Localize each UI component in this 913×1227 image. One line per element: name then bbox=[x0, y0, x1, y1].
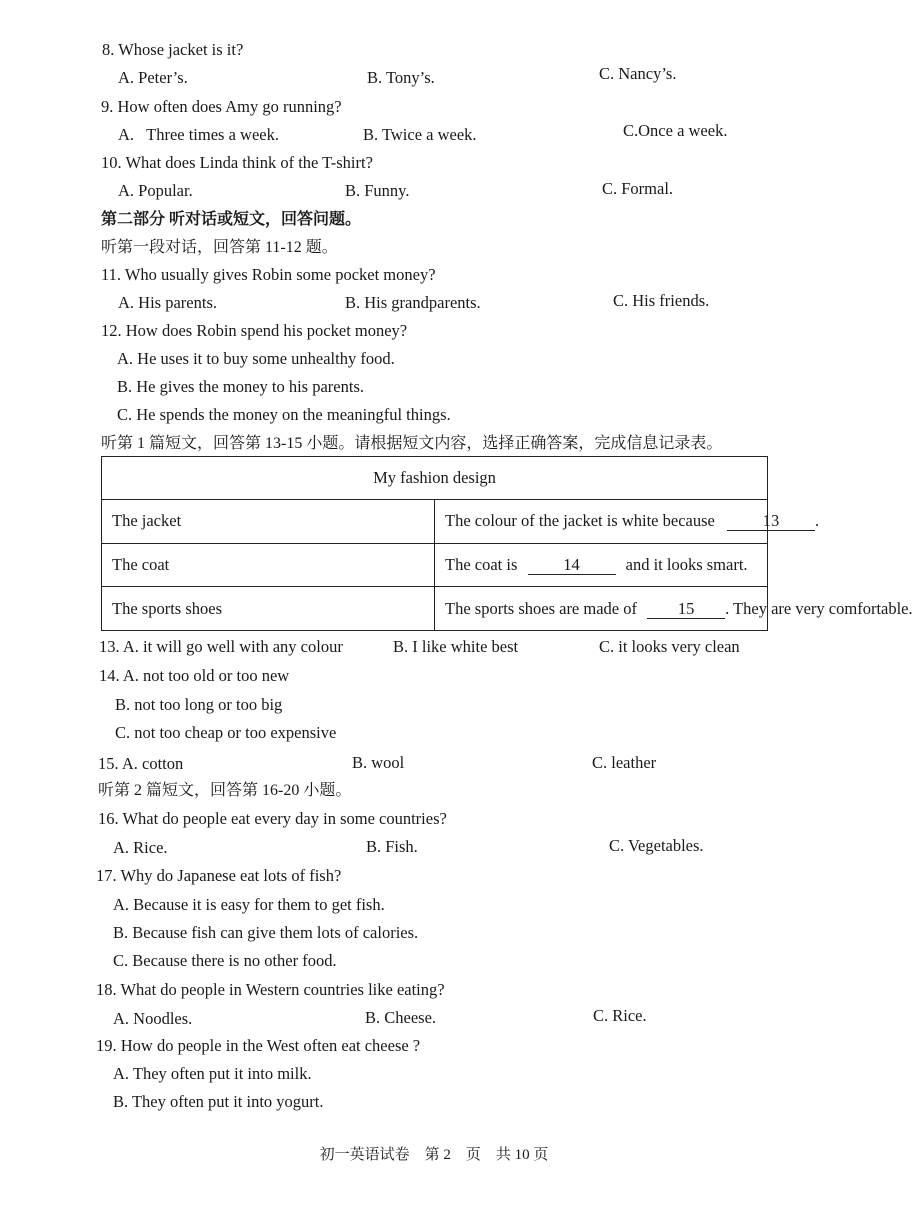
question-11-option-a: A. His parents. bbox=[118, 293, 217, 312]
question-12-option-a: A. He uses it to buy some unhealthy food. bbox=[117, 349, 395, 368]
table-title: My fashion design bbox=[102, 457, 768, 500]
answer-blank-15: 15 bbox=[647, 600, 725, 619]
question-8: 8. Whose jacket is it? bbox=[102, 40, 244, 59]
question-17: 17. Why do Japanese eat lots of fish? bbox=[96, 866, 342, 885]
question-16-option-a: A. Rice. bbox=[113, 838, 168, 857]
question-18-option-b: B. Cheese. bbox=[365, 1008, 437, 1027]
question-14-option-a: 14. A. not too old or too new bbox=[99, 666, 290, 685]
row-text-after: and it looks smart. bbox=[625, 554, 748, 574]
question-12-option-c: C. He spends the money on the meaningful things. bbox=[117, 405, 451, 424]
table-row bbox=[102, 543, 768, 587]
row-label-sports-shoes: The sports shoes bbox=[102, 587, 435, 631]
fashion-design-table bbox=[101, 456, 913, 631]
question-15-option-a: 15. A. cotton bbox=[98, 754, 184, 773]
question-9-option-c: C.Once a week. bbox=[623, 121, 728, 140]
question-11: 11. Who usually gives Robin some pocket money? bbox=[101, 265, 436, 284]
passage1-instruction: 听第 1 篇短文，回答第 13-15 小题。请根据短文内容，选择正确答案，完成信息记录表。 bbox=[101, 435, 723, 452]
question-11-option-c: C. His friends. bbox=[613, 291, 710, 310]
row-text-after: . bbox=[814, 511, 820, 531]
question-19: 19. How do people in the West often eat cheese ? bbox=[96, 1036, 421, 1055]
question-19-option-a: A. They often put it into milk. bbox=[113, 1064, 312, 1083]
question-8-option-b: B. Tony’s. bbox=[367, 68, 435, 87]
question-9: 9. How often does Amy go running? bbox=[101, 97, 342, 116]
question-18: 18. What do people in Western countries like eating? bbox=[96, 980, 445, 999]
question-8-option-a: A. Peter’s. bbox=[118, 68, 188, 87]
question-19-option-b: B. They often put it into yogurt. bbox=[113, 1092, 324, 1111]
question-18-option-a: A. Noodles. bbox=[113, 1009, 193, 1028]
question-16: 16. What do people eat every day in some countries? bbox=[98, 809, 447, 828]
question-17-option-b: B. Because fish can give them lots of calories. bbox=[113, 923, 419, 942]
question-18-option-c: C. Rice. bbox=[593, 1006, 647, 1025]
question-10: 10. What does Linda think of the T-shirt? bbox=[101, 153, 373, 172]
question-14-option-c: C. not too cheap or too expensive bbox=[115, 723, 337, 742]
table-row bbox=[102, 500, 768, 544]
question-13-option-c: C. it looks very clean bbox=[599, 637, 740, 656]
question-13-option-a: 13. A. it will go well with any colour bbox=[99, 637, 343, 656]
row-content-jacket bbox=[435, 500, 820, 544]
question-12-option-b: B. He gives the money to his parents. bbox=[117, 377, 365, 396]
row-label-coat: The coat bbox=[102, 543, 435, 587]
question-13-option-b: B. I like white best bbox=[393, 637, 519, 656]
table-row bbox=[102, 587, 768, 631]
question-15-option-b: B. wool bbox=[352, 753, 405, 772]
question-11-option-b: B. His grandparents. bbox=[345, 293, 481, 312]
row-text-before: The sports shoes are made of bbox=[445, 598, 637, 618]
row-label-jacket: The jacket bbox=[102, 500, 435, 544]
question-10-option-b: B. Funny. bbox=[345, 181, 410, 200]
question-16-option-c: C. Vegetables. bbox=[609, 836, 704, 855]
question-14-option-b: B. not too long or too big bbox=[115, 695, 283, 714]
row-content-sports-shoes bbox=[435, 587, 913, 631]
question-9-option-b: B. Twice a week. bbox=[363, 125, 477, 144]
question-16-option-b: B. Fish. bbox=[366, 837, 418, 856]
row-text-before: The coat is bbox=[445, 554, 518, 574]
part2-heading: 第二部分 听对话或短文，回答问题。 bbox=[101, 211, 362, 228]
row-text-before: The colour of the jacket is white because bbox=[445, 511, 715, 531]
question-15-option-c: C. leather bbox=[592, 753, 657, 772]
dialog1-instruction: 听第一段对话，回答第 11-12 题。 bbox=[101, 239, 338, 256]
question-10-option-a: A. Popular. bbox=[118, 181, 193, 200]
row-text-after: . They are very comfortable. bbox=[725, 598, 913, 618]
question-8-option-c: C. Nancy’s. bbox=[599, 64, 677, 83]
question-9-option-a: A. Three times a week. bbox=[118, 125, 279, 144]
row-content-coat bbox=[435, 543, 768, 587]
answer-blank-14: 14 bbox=[528, 556, 616, 575]
answer-blank-13: 13 bbox=[727, 512, 815, 531]
question-12: 12. How does Robin spend his pocket money? bbox=[101, 321, 408, 340]
question-17-option-a: A. Because it is easy for them to get fish. bbox=[113, 895, 385, 914]
page-footer: 初一英语试卷 第 2 页 共 10 页 bbox=[319, 1147, 549, 1163]
question-17-option-c: C. Because there is no other food. bbox=[113, 951, 337, 970]
passage2-instruction: 听第 2 篇短文，回答第 16-20 小题。 bbox=[98, 782, 352, 799]
question-10-option-c: C. Formal. bbox=[602, 179, 674, 198]
